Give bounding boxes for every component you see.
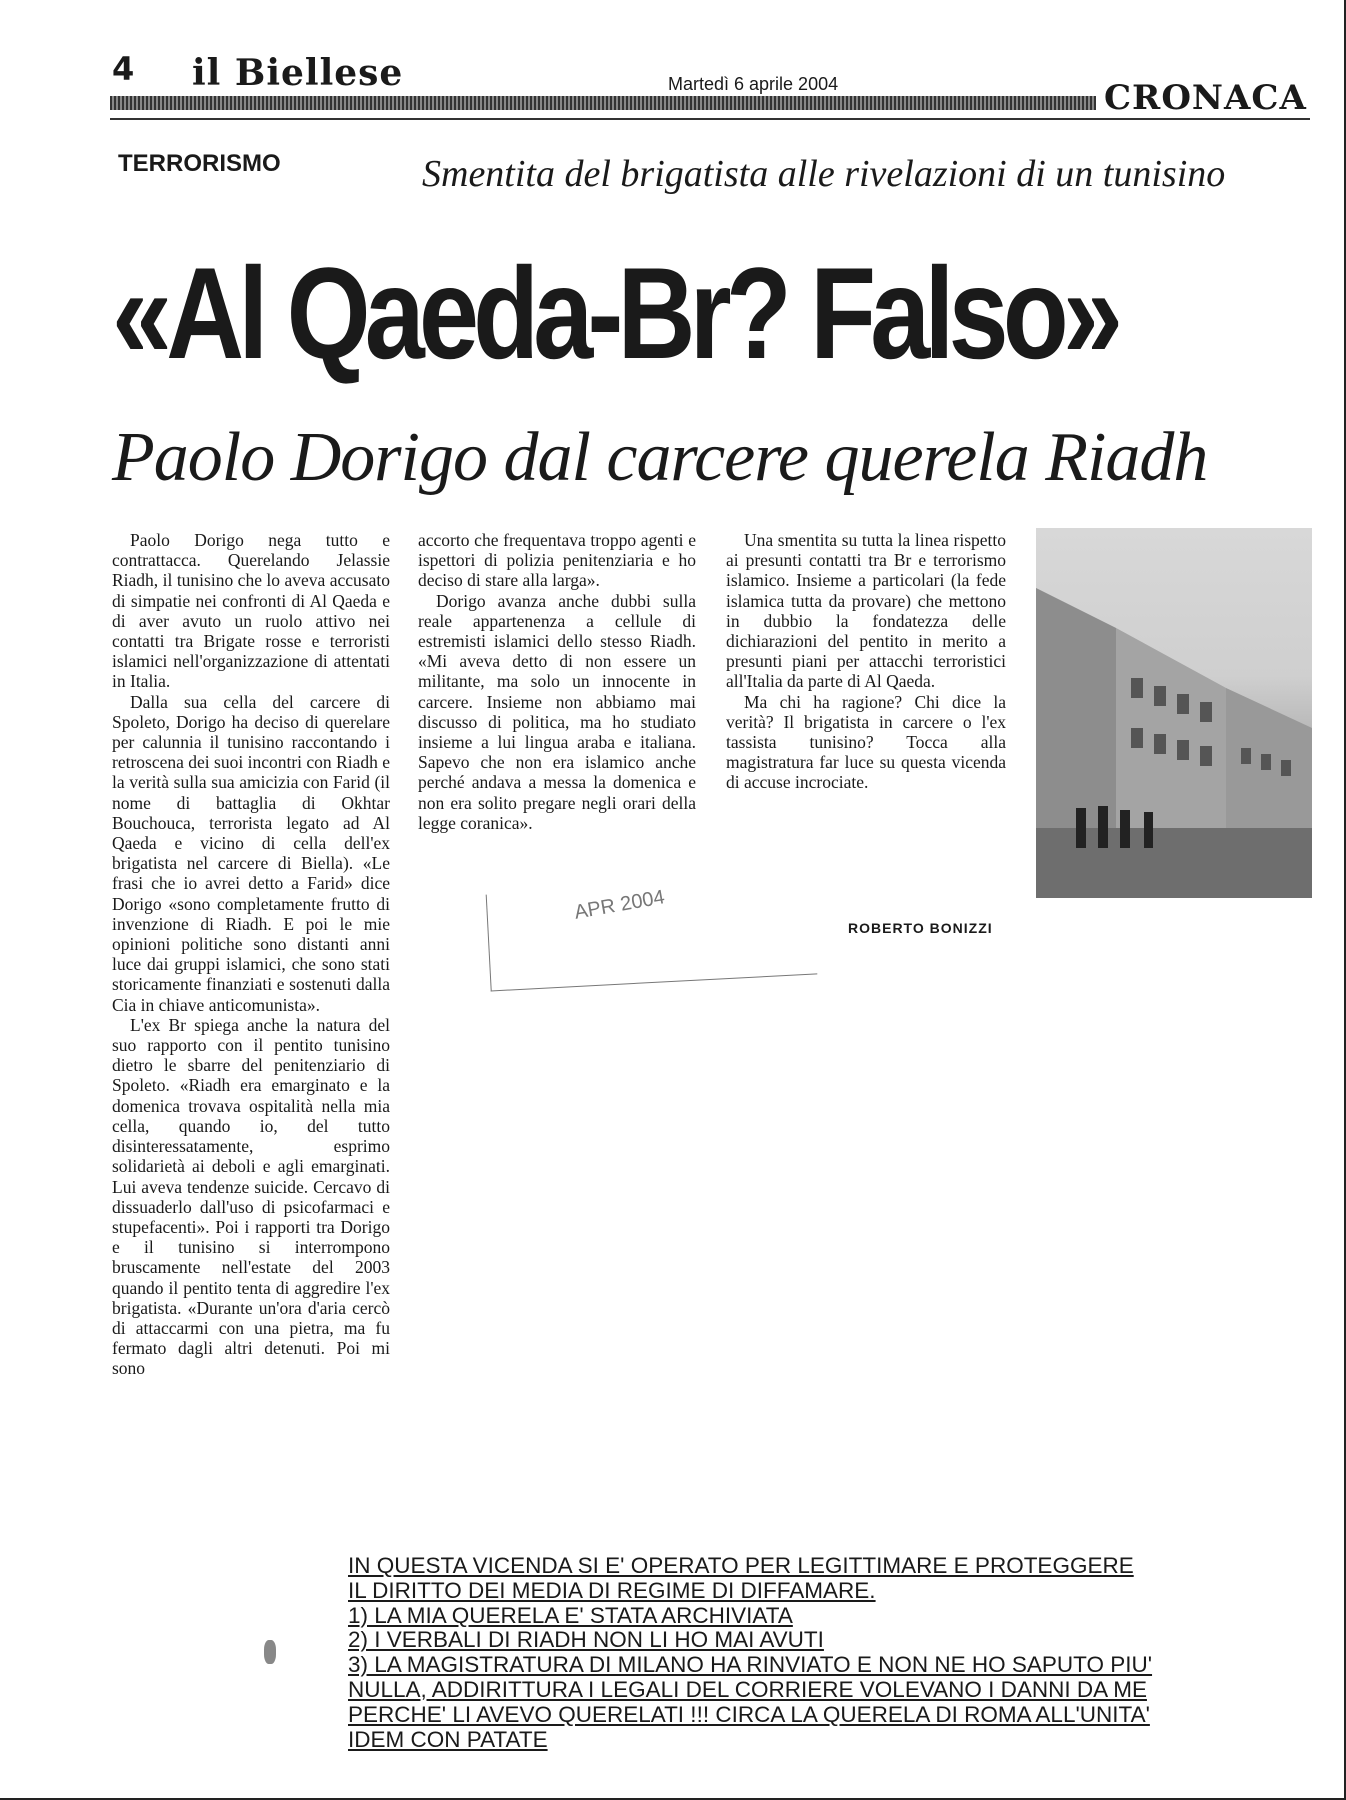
stamp-text: APR 2004 [572,886,667,924]
masthead: il Biellese [192,52,404,94]
paragraph: L'ex Br spiega anche la natura del suo rapporto con il pentito tunisino dietro le sbarre del penitenziario di Spoleto. «Riadh era emarginato e la domenica trovava ospitalità nella mia cella, quando io, del tutto disinteressatamente, esprimo solidarietà ai deboli e agli emarginati. Lui aveva tendenze suicide. Cercavo di dissuaderlo dall'uso di psicofarmaci e stupefacenti». Poi i rapporti tra Dorigo e il tunisino si interrompono bruscamente nell'estate del 2003 quando il pentito tenta di aggredire l'ex brigatista. «Durante un'ora d'aria cercò di attaccarmi con una pietra, ma fu fermato dagli altri detenuti. Poi mi sono [112,1014,390,1379]
issue-date: Martedì 6 aprile 2004 [668,74,839,94]
byline: ROBERTO BONIZZI [848,920,993,936]
note-line: IN QUESTA VICENDA SI E' OPERATO PER LEGITTIMARE E PROTEGGERE [348,1553,1134,1578]
page-number: 4 [112,50,135,88]
topic-label: TERRORISMO [118,150,281,177]
ink-blot [264,1640,276,1664]
paragraph: Dorigo avanza anche dubbi sulla reale appartenenza a cellule di estremisti islamici dello stesso Riadh. «Mi aveva detto di non essere un militante, ma solo un innocente in carcere. Insieme non abbiamo mai discusso di politica, ma ho studiato insieme a lui lingua araba e italiana. Sapevo che non era islamico anche perché andava a messa la domenica e non era solito pregare negli orari della legge coranica». [418,590,696,833]
article-column-2 [418,530,696,833]
note-line: IL DIRITTO DEI MEDIA DI REGIME DI DIFFAMARE. [348,1577,876,1603]
header-rule-thin [110,118,1310,120]
prison-photo [1036,528,1312,898]
handwritten-note [348,1554,1152,1752]
note-line: PERCHE' LI AVEVO QUERELATI !!! CIRCA LA QUERELA DI ROMA ALL'UNITA' [348,1701,1150,1727]
paragraph: Dalla sua cella del carcere di Spoleto, Dorigo ha deciso di querelare per calunnia il tunisino raccontando i retroscena dei suoi incontri con Riadh e la verità sulla sua amicizia con Farid (il nome di battaglia di Okhtar Bouchouca, terrorista legato ad Al Qaeda e vicino di cella dell'ex brigatista nel carcere di Biella). «Le frasi che io avrei detto a Farid» dice Dorigo «sono completamente frutto di invenzione di Riadh. E poi le mie opinioni politiche sono distanti anni luce dai gruppi islamici, che sono stati storicamente finanziati e sostenuti dalla Cia in chiave anticomunista». [112,691,390,1015]
paragraph: Ma chi ha ragione? Chi dice la verità? Il brigatista in carcere o l'ex tassista tunisino? Tocca alla magistratura far luce su questa vicenda di accuse incrociate. [726,691,1006,793]
note-line: 3) LA MAGISTRATURA DI MILANO HA RINVIATO E NON NE HO SAPUTO PIU' [348,1652,1153,1678]
paragraph: Una smentita su tutta la linea rispetto ai presunti contatti tra Br e terrorismo islamico. Insieme a particolari (la fede islamica tutta da provare) che mettono in dubbio la fondatezza delle dichiarazioni del pentito in merito a presunti piani per attacchi terroristici all'Italia da parte di Al Qaeda. [726,530,1006,692]
article-column-3 [726,530,1006,793]
article-column-1 [112,530,390,1379]
section-label: CRONACA [1096,78,1315,118]
note-line: 2) I VERBALI DI RIADH NON LI HO MAI AVUTI [348,1627,824,1653]
note-line: 1) LA MIA QUERELA E' STATA ARCHIVIATA [348,1602,793,1628]
note-line: IDEM CON PATATE [348,1726,548,1752]
paragraph: accorto che frequentava troppo agenti e ispettori di polizia penitenziaria e ho deciso di stare alla larga». [418,530,696,591]
paragraph: Paolo Dorigo nega tutto e contrattacca. Querelando Jelassie Riadh, il tunisino che lo aveva accusato di simpatie nei confronti di Al Qaeda e di aver avuto un ruolo attivo nei contatti tra Brigate rosse e terroristi islamici nell'organizzazione di attentati in Italia. [112,530,390,692]
prison-building-image [1036,528,1312,898]
note-line: NULLA, ADDIRITTURA I LEGALI DEL CORRIERE VOLEVANO I DANNI DA ME [348,1676,1147,1702]
subheadline: Paolo Dorigo dal carcere querela Riadh [112,419,1208,496]
kicker: Smentita del brigatista alle rivelazioni di un tunisino [422,153,1226,195]
headline: «Al Qaeda-Br? Falso» [112,240,1118,386]
